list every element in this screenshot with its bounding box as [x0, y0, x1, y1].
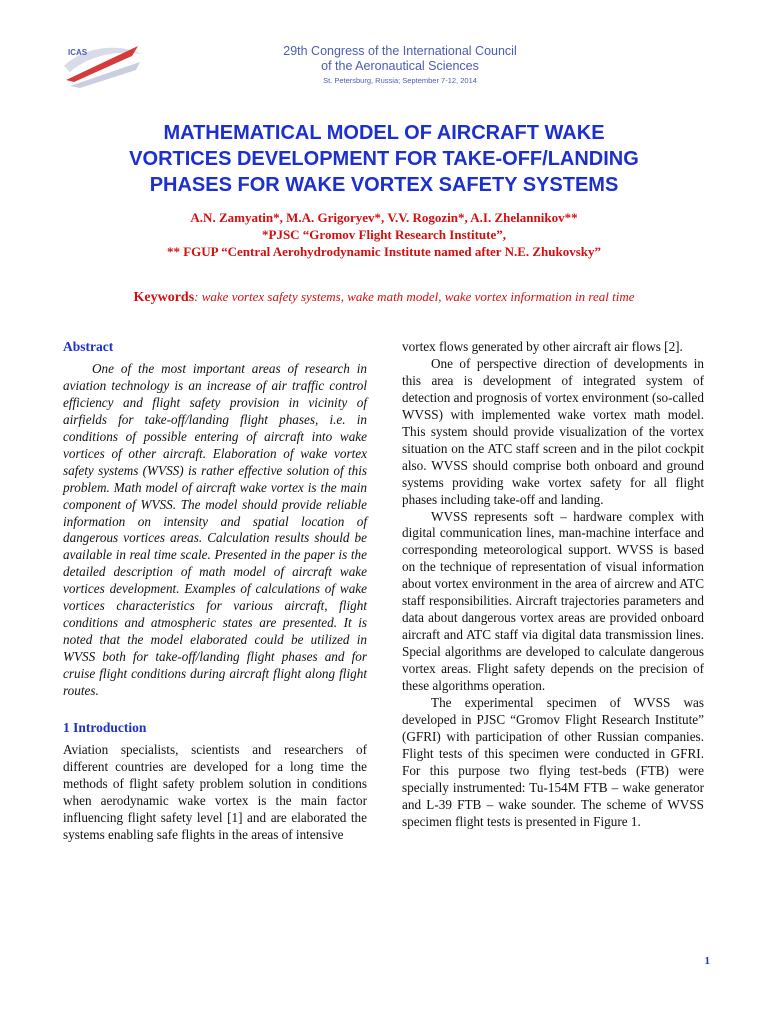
right-column [402, 339, 704, 831]
introduction-paragraph-2: One of perspective direction of developments in this area is development of integrated system of detection and prognosis of vortex environment (so-called WVSS) with implemented wake vortex math model. This system should provide visualization of the vortex situation on the ATC staff screen and in the pilot cockpit also. WVSS should comprise both onboard and ground systems providing wake vortex safety for all flight phases including take-off and landing. [402, 355, 704, 507]
introduction-paragraph-1: Aviation specialists, scientists and researchers of different countries are developed for a long time the methods of flight safety problem solution in conditions when aerodynamic wake vortex is the main factor influencing flight safety level [1] and are elaborated the systems enabling safe flights in the areas of intensive [63, 741, 367, 842]
affiliation-2: ** FGUP “Central Aerohydrodynamic Institute named after N.E. Zhukovsky” [166, 244, 602, 259]
keywords-text: : wake vortex safety systems, wake math model, wake vortex information in real time [194, 289, 635, 304]
congress-line-1: 29th Congress of the International Council [283, 44, 517, 58]
svg-text:ICAS: ICAS [68, 48, 88, 57]
left-column [63, 339, 367, 844]
title-line-3: PHASES FOR WAKE VORTEX SAFETY SYSTEMS [149, 174, 619, 196]
title-line-2: VORTICES DEVELOPMENT FOR TAKE-OFF/LANDING [129, 148, 639, 170]
page-number: 1 [704, 955, 710, 967]
abstract-text: One of the most important areas of research in aviation technology is an increase of air traffic control efficiency and flight safety provision in vicinity of airfields for take-off/landing flight phases, i.e. in conditions of possible entering of aircraft into wake vortices of other aircraft. Elaboration of wake vortex safety systems (WVSS) is rather effective solution of this problem. Math model of aircraft wake vortex is the main component of WVSS. The model should provide reliable information on intensity and spatial location of dangerous vortices areas. Calculation results should be available in real time scale. Presented in the paper is the detailed description of math model of aircraft wake vortices development. Examples of calculations of wake vortices characteristics for various aircraft, flight conditions and atmospheric states are presented. It is noted that the model elaborated could be utilized in WVSS both for take-off/landing flight phases and for cruise flight conditions during aircraft flight along flight routes. [63, 360, 367, 699]
abstract-heading: Abstract [63, 339, 114, 354]
affiliation-1: *PJSC “Gromov Flight Research Institute”, [262, 227, 506, 242]
introduction-heading: 1 Introduction [63, 720, 147, 736]
congress-line-2: of the Aeronautical Sciences [321, 59, 479, 73]
paper-title [40, 120, 728, 198]
author-names: A.N. Zamyatin*, M.A. Grigoryev*, V.V. Rogozin*, A.I. Zhelannikov** [190, 210, 578, 225]
conference-header [60, 40, 720, 92]
congress-line-3: St. Petersburg, Russia; September 7-12, 2014 [323, 76, 477, 85]
keywords-line [40, 289, 728, 306]
title-line-1: MATHEMATICAL MODEL OF AIRCRAFT WAKE [163, 122, 605, 144]
keywords-label: Keywords [133, 290, 195, 305]
introduction-paragraph-1-continued: vortex flows generated by other aircraft air flows [2]. [402, 339, 683, 354]
introduction-paragraph-3: WVSS represents soft – hardware complex with digital communication lines, man-machine interface and corresponding meteorological support. WVSS is based on the technique of representation of visual information about vortex environment in the area of aircrew and ATC staff responsibilities. Aircraft trajectories parameters and data about dangerous vortex areas are provided onboard aircraft and ATC staff via digital data transmission lines. Special algorithms are developed to calculate dangerous vortex areas. Flight safety depends on the precision of these algorithms operation. [402, 508, 704, 694]
icas-logo [60, 40, 144, 92]
authors-block [40, 209, 728, 260]
congress-text [200, 44, 600, 85]
introduction-paragraph-4: The experimental specimen of WVSS was developed in PJSC “Gromov Flight Research Institute” (GFRI) with participation of other Russian companies. Flight tests of this specimen were conducted in GFRI. For this purpose two flying test-beds (FTB) were specially instrumented: Tu-154M FTB – wake generator and L-39 FTB – wake sounder. The scheme of WVSS specimen flight tests is presented in Figure 1. [402, 695, 704, 829]
